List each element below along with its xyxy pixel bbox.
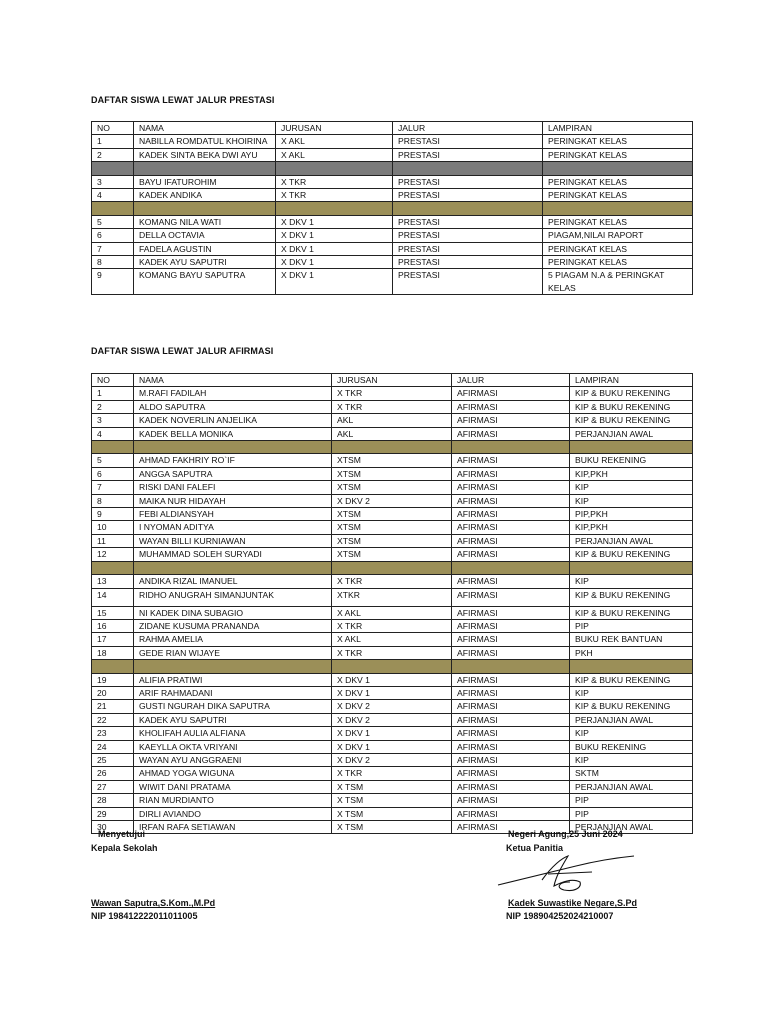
table-cell: AFIRMASI <box>452 740 570 753</box>
table-cell: AFIRMASI <box>452 534 570 547</box>
table-cell: PRESTASI <box>393 215 543 228</box>
table-cell: AFIRMASI <box>452 494 570 507</box>
signature-image <box>496 852 636 896</box>
table-cell: AFIRMASI <box>452 780 570 793</box>
table-cell: FEBI ALDIANSYAH <box>134 508 332 521</box>
table-row <box>92 780 693 793</box>
table-cell: 6 <box>92 229 134 242</box>
table-cell: 1 <box>92 135 134 148</box>
table-cell: X TKR <box>332 619 452 632</box>
table-row <box>92 427 693 440</box>
table-row <box>92 767 693 780</box>
table-cell: AFIRMASI <box>452 427 570 440</box>
table-row <box>92 534 693 547</box>
header-cell: NAMA <box>134 374 332 387</box>
table-cell: KADEK BELLA MONIKA <box>134 427 332 440</box>
separator-cell <box>92 202 134 215</box>
separator-cell <box>134 660 332 673</box>
table-cell: 9 <box>92 269 134 295</box>
table-cell: ZIDANE KUSUMA PRANANDA <box>134 619 332 632</box>
table-cell: AFIRMASI <box>452 400 570 413</box>
table-cell: AFIRMASI <box>452 633 570 646</box>
group-separator-row <box>92 441 693 454</box>
table-cell: BUKU REK BANTUAN <box>570 633 693 646</box>
table-cell: X DKV 1 <box>332 686 452 699</box>
table-cell: X TKR <box>332 387 452 400</box>
table-cell: XTSM <box>332 467 452 480</box>
header-cell: NAMA <box>134 122 276 135</box>
table-cell: KAEYLLA OKTA VRIYANI <box>134 740 332 753</box>
table-cell: PERJANJIAN AWAL <box>570 534 693 547</box>
header-cell: NO <box>92 122 134 135</box>
table-cell: 17 <box>92 633 134 646</box>
table-cell: SKTM <box>570 767 693 780</box>
table-cell: 26 <box>92 767 134 780</box>
table-cell: KHOLIFAH AULIA ALFIANA <box>134 727 332 740</box>
table-cell: AFIRMASI <box>452 673 570 686</box>
table-cell: M.RAFI FADILAH <box>134 387 332 400</box>
table-cell: X DKV 2 <box>332 494 452 507</box>
separator-cell <box>393 162 543 175</box>
table-row <box>92 588 693 606</box>
table-cell: X DKV 1 <box>276 269 393 295</box>
table-cell: PRESTASI <box>393 175 543 188</box>
table-cell: 20 <box>92 686 134 699</box>
table-row <box>92 135 693 148</box>
table-row <box>92 740 693 753</box>
header-cell: NO <box>92 374 134 387</box>
table-cell: 12 <box>92 548 134 561</box>
table-row <box>92 414 693 427</box>
table-cell: AFIRMASI <box>452 686 570 699</box>
table-cell: AFIRMASI <box>452 508 570 521</box>
table-cell: PERINGKAT KELAS <box>543 256 693 269</box>
table-cell: ALDO SAPUTRA <box>134 400 332 413</box>
table-cell: PIAGAM,NILAI RAPORT <box>543 229 693 242</box>
separator-cell <box>92 441 134 454</box>
separator-cell <box>92 162 134 175</box>
table-cell: X DKV 2 <box>332 713 452 726</box>
table-cell: KIP,PKH <box>570 521 693 534</box>
table-cell: 22 <box>92 713 134 726</box>
table-cell: AFIRMASI <box>452 727 570 740</box>
table-cell: PERINGKAT KELAS <box>543 215 693 228</box>
table-row <box>92 521 693 534</box>
separator-cell <box>134 162 276 175</box>
table-cell: RIDHO ANUGRAH SIMANJUNTAK <box>134 588 332 606</box>
table-cell: AFIRMASI <box>452 548 570 561</box>
table-cell: AFIRMASI <box>452 467 570 480</box>
header-cell: LAMPIRAN <box>543 122 693 135</box>
table-cell: 27 <box>92 780 134 793</box>
separator-cell <box>543 162 693 175</box>
table-row <box>92 727 693 740</box>
headmaster-name: Wawan Saputra,S.Kom.,M.Pd <box>91 898 216 908</box>
table-cell: KIP <box>570 753 693 766</box>
separator-cell <box>452 441 570 454</box>
table-cell: GUSTI NGURAH DIKA SAPUTRA <box>134 700 332 713</box>
table-cell: 13 <box>92 575 134 588</box>
table-cell: AKL <box>332 414 452 427</box>
table-cell: X AKL <box>276 148 393 161</box>
table-row <box>92 256 693 269</box>
committee-chair-label: Ketua Panitia <box>506 843 564 853</box>
table-cell: 19 <box>92 673 134 686</box>
table-cell: 8 <box>92 494 134 507</box>
prestasi-title: DAFTAR SISWA LEWAT JALUR PRESTASI <box>91 95 275 105</box>
table-cell: PERJANJIAN AWAL <box>570 713 693 726</box>
table-cell: BUKU REKENING <box>570 454 693 467</box>
table-cell: 14 <box>92 588 134 606</box>
table-cell: 5 <box>92 215 134 228</box>
table-row <box>92 646 693 659</box>
table-cell: AHMAD FAKHRIY RO`IF <box>134 454 332 467</box>
table-cell: IRFAN RAFA SETIAWAN <box>134 821 332 834</box>
approval-label: Menyetujui <box>98 829 146 839</box>
table-cell: AFIRMASI <box>452 646 570 659</box>
separator-cell <box>570 441 693 454</box>
table-cell: XTKR <box>332 588 452 606</box>
table-cell: KOMANG NILA WATI <box>134 215 276 228</box>
table-cell: 3 <box>92 175 134 188</box>
table-cell: KIP & BUKU REKENING <box>570 400 693 413</box>
table-cell: 28 <box>92 794 134 807</box>
table-cell: PERINGKAT KELAS <box>543 148 693 161</box>
separator-cell <box>92 660 134 673</box>
table-cell: PIP <box>570 619 693 632</box>
table-cell: 30 <box>92 821 134 834</box>
table-cell: 2 <box>92 400 134 413</box>
table-cell: I NYOMAN ADITYA <box>134 521 332 534</box>
table-cell: 23 <box>92 727 134 740</box>
table-cell: AHMAD YOGA WIGUNA <box>134 767 332 780</box>
committee-chair-nip: NIP 198904252024210007 <box>506 911 614 921</box>
separator-cell <box>332 660 452 673</box>
table-cell: KIP,PKH <box>570 467 693 480</box>
table-cell: X TKR <box>276 189 393 202</box>
group-separator-row <box>92 162 693 175</box>
table-cell: KADEK ANDIKA <box>134 189 276 202</box>
table-header-row <box>92 122 693 135</box>
table-row <box>92 215 693 228</box>
table-row <box>92 606 693 619</box>
afirmasi-title: DAFTAR SISWA LEWAT JALUR AFIRMASI <box>91 346 274 356</box>
table-cell: AFIRMASI <box>452 794 570 807</box>
table-cell: 7 <box>92 481 134 494</box>
table-cell: PRESTASI <box>393 135 543 148</box>
table-row <box>92 508 693 521</box>
table-cell: PERINGKAT KELAS <box>543 175 693 188</box>
headmaster-label: Kepala Sekolah <box>91 843 158 853</box>
table-cell: KIP <box>570 727 693 740</box>
separator-cell <box>92 561 134 574</box>
table-cell: 18 <box>92 646 134 659</box>
table-cell: KADEK AYU SAPUTRI <box>134 256 276 269</box>
table-cell: ALIFIA PRATIWI <box>134 673 332 686</box>
table-cell: AFIRMASI <box>452 753 570 766</box>
table-cell: WAYAN AYU ANGGRAENI <box>134 753 332 766</box>
table-cell: MUHAMMAD SOLEH SURYADI <box>134 548 332 561</box>
table-cell: KIP & BUKU REKENING <box>570 414 693 427</box>
table-cell: 2 <box>92 148 134 161</box>
table-cell: DIRLI AVIANDO <box>134 807 332 820</box>
table-cell: PRESTASI <box>393 269 543 295</box>
table-cell: AFIRMASI <box>452 767 570 780</box>
table-cell: PRESTASI <box>393 242 543 255</box>
separator-cell <box>452 561 570 574</box>
separator-cell <box>570 561 693 574</box>
table-cell: PERINGKAT KELAS <box>543 189 693 202</box>
table-cell: KIP & BUKU REKENING <box>570 387 693 400</box>
table-cell: PRESTASI <box>393 148 543 161</box>
table-row <box>92 713 693 726</box>
table-row <box>92 700 693 713</box>
table-row <box>92 269 693 295</box>
table-cell: 3 <box>92 414 134 427</box>
table-cell: 29 <box>92 807 134 820</box>
table-cell: AFIRMASI <box>452 521 570 534</box>
committee-chair-name: Kadek Suwastike Negare,S.Pd <box>508 898 638 908</box>
table-cell: WIWIT DANI PRATAMA <box>134 780 332 793</box>
table-cell: XTSM <box>332 454 452 467</box>
group-separator-row <box>92 202 693 215</box>
table-cell: AFIRMASI <box>452 619 570 632</box>
table-cell: KIP <box>570 686 693 699</box>
table-row <box>92 229 693 242</box>
table-cell: MAIKA NUR HIDAYAH <box>134 494 332 507</box>
table-row <box>92 548 693 561</box>
separator-cell <box>276 162 393 175</box>
header-cell: JURUSAN <box>332 374 452 387</box>
table-cell: NI KADEK DINA SUBAGIO <box>134 606 332 619</box>
table-cell: 7 <box>92 242 134 255</box>
table-row <box>92 387 693 400</box>
table-cell: X AKL <box>332 606 452 619</box>
table-cell: 21 <box>92 700 134 713</box>
table-cell: XTSM <box>332 548 452 561</box>
table-cell: 11 <box>92 534 134 547</box>
separator-cell <box>332 441 452 454</box>
table-cell: DELLA OCTAVIA <box>134 229 276 242</box>
table-row <box>92 619 693 632</box>
table-cell: X AKL <box>276 135 393 148</box>
table-cell: X DKV 1 <box>332 740 452 753</box>
table-cell: 16 <box>92 619 134 632</box>
table-cell: X TSM <box>332 780 452 793</box>
table-cell: AFIRMASI <box>452 700 570 713</box>
table-cell: 4 <box>92 427 134 440</box>
separator-cell <box>134 202 276 215</box>
table-header-row <box>92 374 693 387</box>
table-row <box>92 494 693 507</box>
table-cell: X TKR <box>332 575 452 588</box>
table-cell: KIP & BUKU REKENING <box>570 548 693 561</box>
table-cell: WAYAN BILLI KURNIAWAN <box>134 534 332 547</box>
table-cell: X TSM <box>332 821 452 834</box>
table-cell: X TKR <box>332 400 452 413</box>
table-cell: PRESTASI <box>393 229 543 242</box>
table-row <box>92 807 693 820</box>
table-cell: AFIRMASI <box>452 821 570 834</box>
table-cell: 5 PIAGAM N.A & PERINGKAT KELAS <box>543 269 693 295</box>
table-cell: BAYU IFATUROHIM <box>134 175 276 188</box>
table-cell: PIP,PKH <box>570 508 693 521</box>
table-row <box>92 686 693 699</box>
table-cell: 24 <box>92 740 134 753</box>
table-cell: AKL <box>332 427 452 440</box>
table-cell: X DKV 1 <box>276 242 393 255</box>
separator-cell <box>393 202 543 215</box>
table-cell: PRESTASI <box>393 256 543 269</box>
table-cell: X DKV 1 <box>276 229 393 242</box>
table-row <box>92 189 693 202</box>
table-cell: 1 <box>92 387 134 400</box>
table-cell: KIP & BUKU REKENING <box>570 606 693 619</box>
table-row <box>92 794 693 807</box>
table-cell: AFIRMASI <box>452 481 570 494</box>
table-cell: 6 <box>92 467 134 480</box>
table-row <box>92 673 693 686</box>
table-cell: PERINGKAT KELAS <box>543 135 693 148</box>
table-row <box>92 753 693 766</box>
separator-cell <box>452 660 570 673</box>
table-cell: 10 <box>92 521 134 534</box>
separator-cell <box>332 561 452 574</box>
table-cell: X TKR <box>276 175 393 188</box>
table-cell: AFIRMASI <box>452 807 570 820</box>
table-row <box>92 633 693 646</box>
header-cell: JURUSAN <box>276 122 393 135</box>
afirmasi-table <box>91 373 693 834</box>
table-cell: X DKV 2 <box>332 753 452 766</box>
table-cell: PERJANJIAN AWAL <box>570 427 693 440</box>
table-row <box>92 400 693 413</box>
table-cell: 9 <box>92 508 134 521</box>
table-row <box>92 242 693 255</box>
table-cell: PERJANJIAN AWAL <box>570 780 693 793</box>
group-separator-row <box>92 660 693 673</box>
table-cell: ANDIKA RIZAL IMANUEL <box>134 575 332 588</box>
table-cell: KIP & BUKU REKENING <box>570 673 693 686</box>
header-cell: JALUR <box>452 374 570 387</box>
table-cell: RISKI DANI FALEFI <box>134 481 332 494</box>
table-cell: RAHMA AMELIA <box>134 633 332 646</box>
separator-cell <box>543 202 693 215</box>
table-cell: ARIF RAHMADANI <box>134 686 332 699</box>
separator-cell <box>134 561 332 574</box>
place-date: Negeri Agung,25 Juni 2024 <box>508 829 623 839</box>
table-cell: PKH <box>570 646 693 659</box>
table-cell: AFIRMASI <box>452 454 570 467</box>
table-cell: KADEK AYU SAPUTRI <box>134 713 332 726</box>
table-cell: 8 <box>92 256 134 269</box>
table-cell: AFIRMASI <box>452 606 570 619</box>
table-cell: KIP <box>570 481 693 494</box>
table-cell: PERJANJIAN AWAL <box>570 821 693 834</box>
prestasi-table <box>91 121 693 295</box>
header-cell: JALUR <box>393 122 543 135</box>
table-cell: PRESTASI <box>393 189 543 202</box>
table-row <box>92 148 693 161</box>
table-cell: PIP <box>570 807 693 820</box>
table-cell: XTSM <box>332 534 452 547</box>
table-cell: BUKU REKENING <box>570 740 693 753</box>
table-cell: KIP <box>570 575 693 588</box>
table-cell: 4 <box>92 189 134 202</box>
table-cell: ANGGA SAPUTRA <box>134 467 332 480</box>
table-cell: X DKV 1 <box>276 215 393 228</box>
table-row <box>92 175 693 188</box>
table-cell: KIP & BUKU REKENING <box>570 700 693 713</box>
table-cell: KADEK NOVERLIN ANJELIKA <box>134 414 332 427</box>
table-cell: XTSM <box>332 521 452 534</box>
table-cell: PERINGKAT KELAS <box>543 242 693 255</box>
table-cell: KADEK SINTA BEKA DWI AYU <box>134 148 276 161</box>
table-cell: GEDE RIAN WIJAYE <box>134 646 332 659</box>
table-cell: FADELA AGUSTIN <box>134 242 276 255</box>
table-cell: 15 <box>92 606 134 619</box>
table-cell: KIP & BUKU REKENING <box>570 588 693 606</box>
table-cell: X AKL <box>332 633 452 646</box>
table-cell: KIP <box>570 494 693 507</box>
table-cell: 25 <box>92 753 134 766</box>
table-cell: X DKV 1 <box>332 727 452 740</box>
table-cell: AFIRMASI <box>452 713 570 726</box>
table-cell: PIP <box>570 794 693 807</box>
table-cell: KOMANG BAYU SAPUTRA <box>134 269 276 295</box>
table-cell: RIAN MURDIANTO <box>134 794 332 807</box>
header-cell: LAMPIRAN <box>570 374 693 387</box>
table-cell: X TKR <box>332 767 452 780</box>
table-cell: X DKV 1 <box>276 256 393 269</box>
table-cell: 5 <box>92 454 134 467</box>
table-cell: NABILLA ROMDATUL KHOIRINA <box>134 135 276 148</box>
table-cell: AFIRMASI <box>452 588 570 606</box>
headmaster-nip: NIP 198412222011011005 <box>91 911 198 921</box>
table-row <box>92 454 693 467</box>
table-cell: AFIRMASI <box>452 575 570 588</box>
separator-cell <box>276 202 393 215</box>
table-cell: X TSM <box>332 807 452 820</box>
table-row <box>92 575 693 588</box>
table-cell: X DKV 2 <box>332 700 452 713</box>
table-cell: AFIRMASI <box>452 387 570 400</box>
separator-cell <box>134 441 332 454</box>
table-cell: X DKV 1 <box>332 673 452 686</box>
table-row <box>92 481 693 494</box>
separator-cell <box>570 660 693 673</box>
table-cell: X TKR <box>332 646 452 659</box>
table-cell: XTSM <box>332 481 452 494</box>
table-cell: AFIRMASI <box>452 414 570 427</box>
table-row <box>92 467 693 480</box>
table-cell: XTSM <box>332 508 452 521</box>
table-cell: X TSM <box>332 794 452 807</box>
group-separator-row <box>92 561 693 574</box>
